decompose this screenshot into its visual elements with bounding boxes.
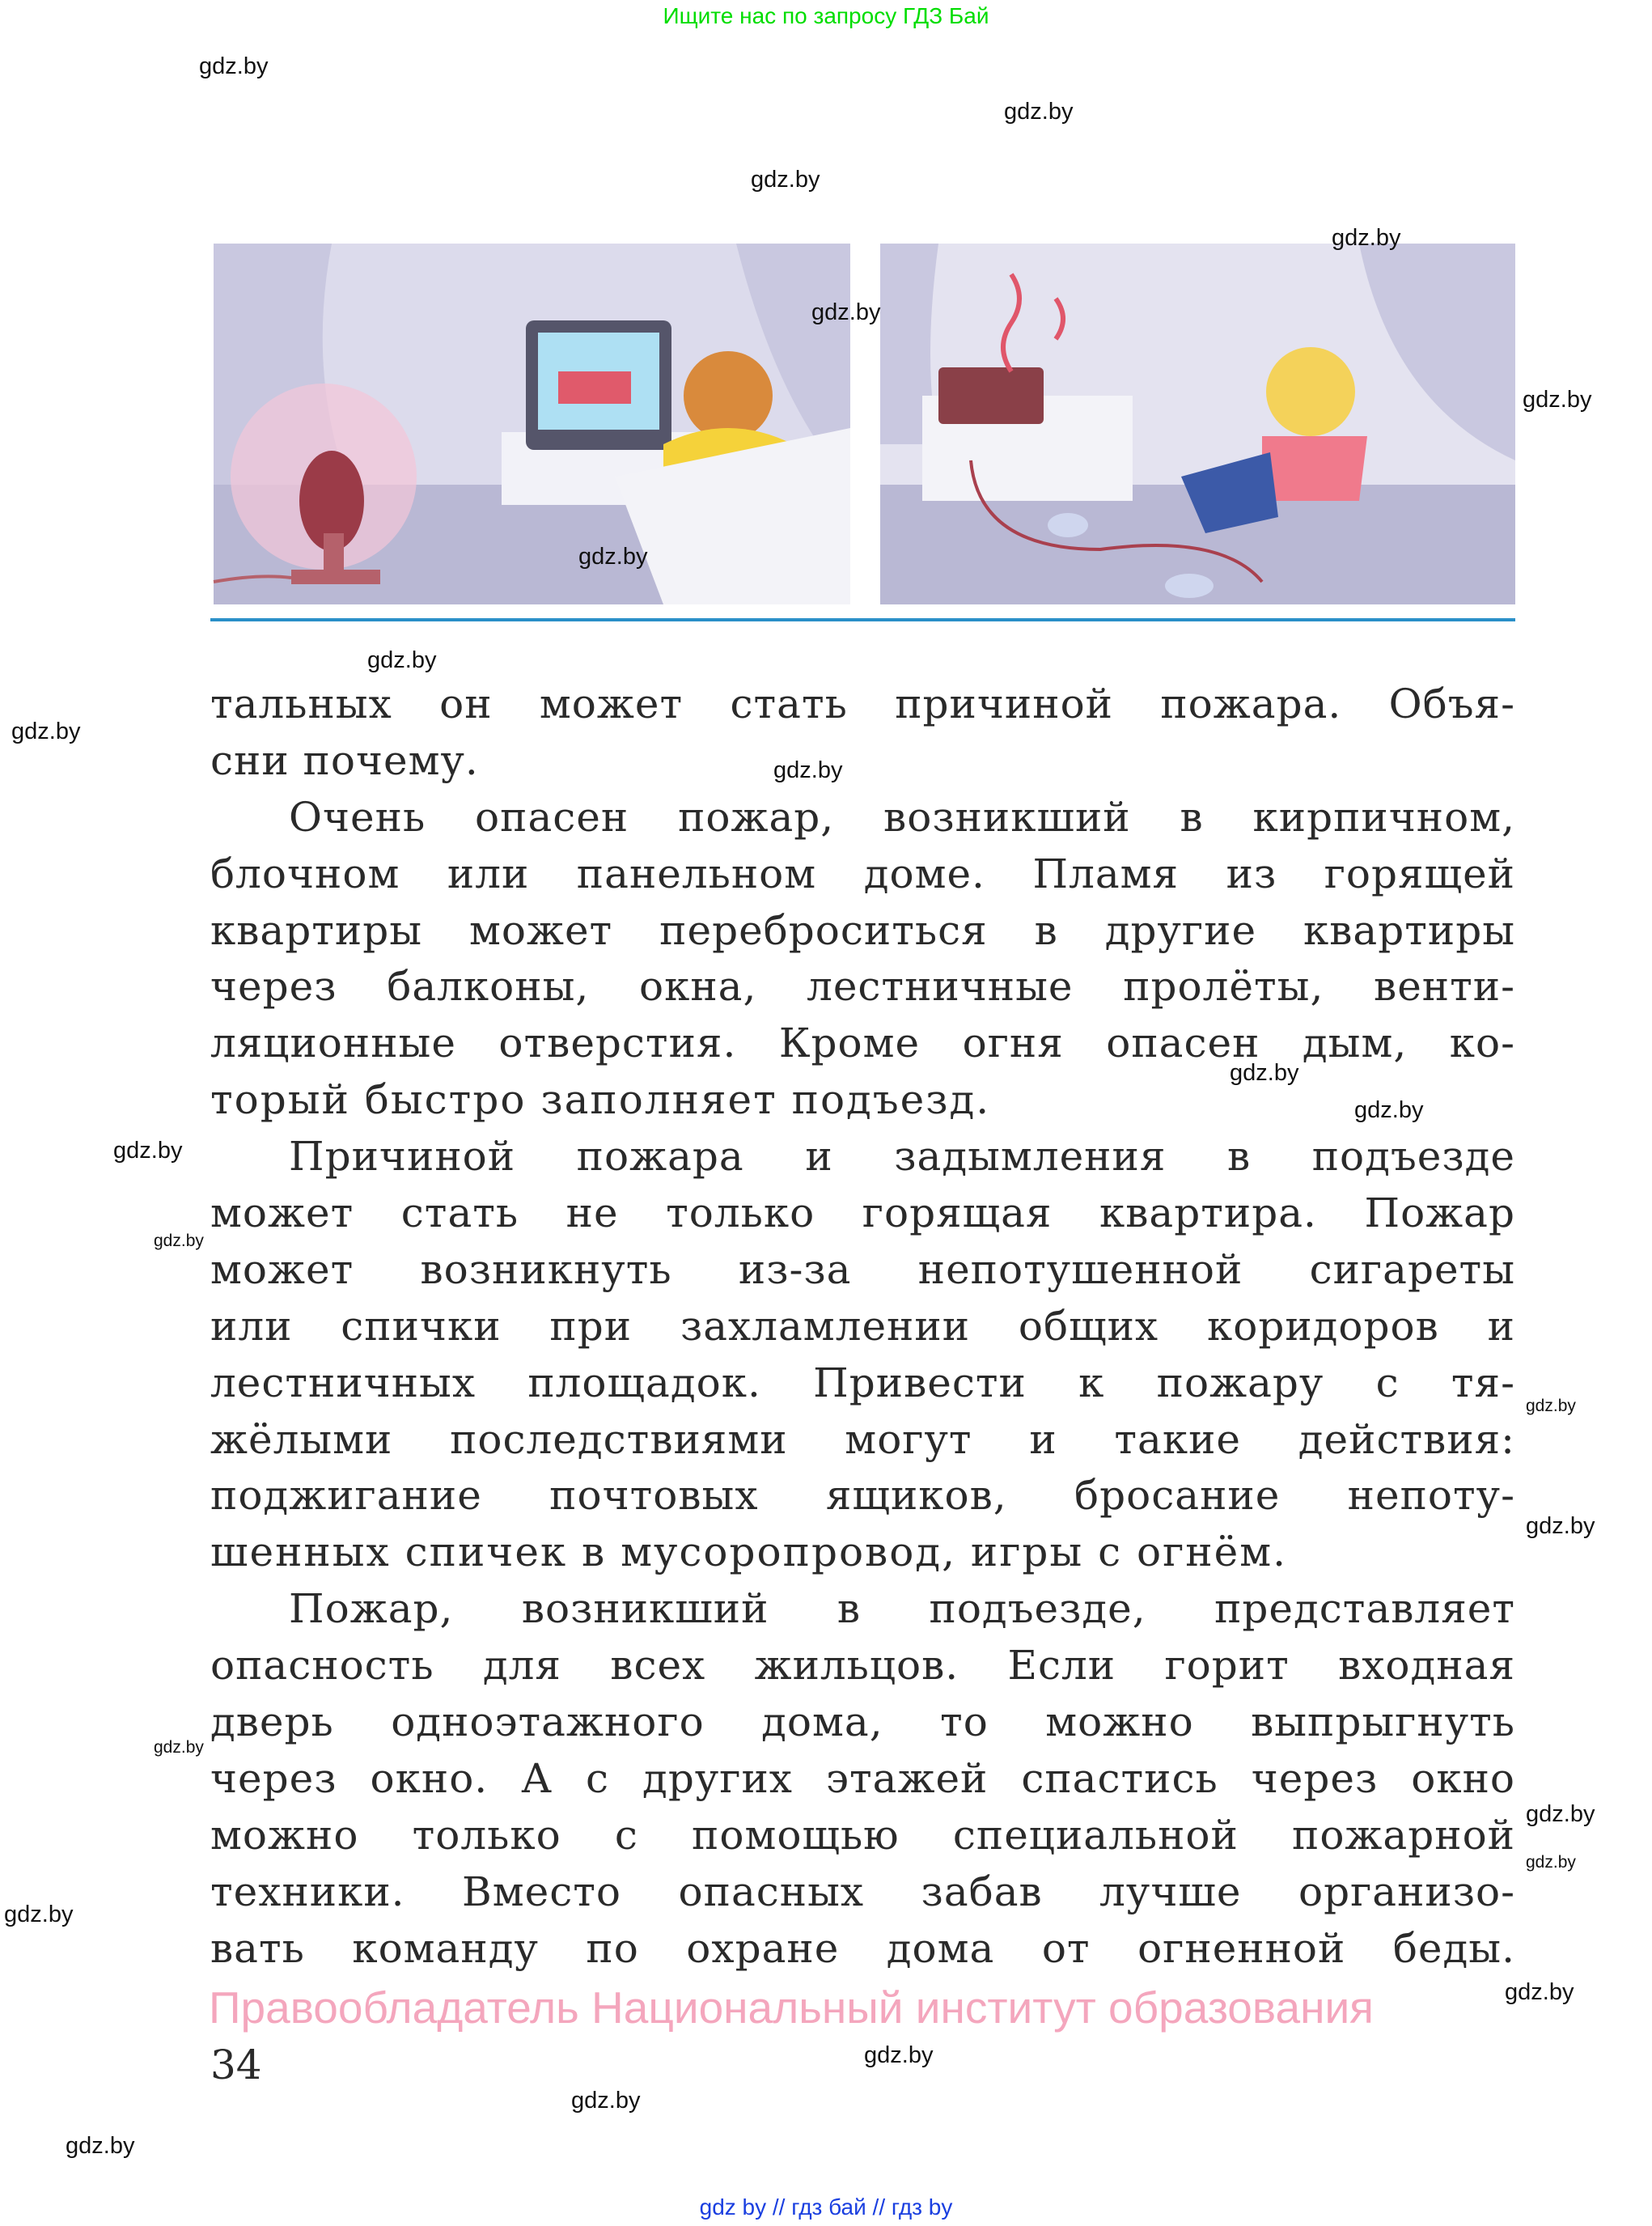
watermark: gdz.by [1526, 1513, 1595, 1539]
watermark: gdz.by [154, 1232, 204, 1250]
watermark: gdz.by [1526, 1853, 1576, 1872]
text-line: поджигание почтовых ящиков, бросание непоту- [210, 1472, 1515, 1520]
watermark: gdz.by [1004, 99, 1074, 125]
watermark: gdz.by [1230, 1060, 1299, 1086]
watermark: gdz.by [199, 53, 269, 79]
text-line: вать команду по охране дома от огненной беды. [210, 1924, 1515, 1972]
text-line: ляционные отверстия. Кроме огня опасен дым, ко- [210, 1020, 1515, 1067]
search-hint-header: Ищите нас по запросу ГДЗ Бай [663, 3, 989, 28]
text-line: шенных спичек в мусоропровод, игры с огнём. [210, 1529, 1287, 1576]
text-line: через окно. А с других этажей спастись через окно [210, 1754, 1515, 1802]
watermark: gdz.by [154, 1738, 204, 1757]
watermark: gdz.by [751, 167, 820, 193]
page-number: 34 [210, 2042, 262, 2088]
text-line: блочном или панельном доме. Пламя из горящей [210, 850, 1515, 897]
watermark: gdz.by [4, 1902, 74, 1927]
text-line: техники. Вместо опасных забав лучше организо- [210, 1868, 1515, 1915]
watermark: gdz.by [811, 299, 881, 325]
watermark: gdz.by [1354, 1097, 1424, 1123]
text-line: через балконы, окна, лестничные пролёты, венти- [210, 963, 1515, 1011]
text-line: может стать не только горящая квартира. Пожар [210, 1189, 1515, 1237]
watermark: gdz.by [773, 757, 843, 783]
text-line: Пожар, возникший в подъезде, представляет [289, 1585, 1515, 1633]
watermark: gdz.by [571, 2088, 641, 2114]
text-line: дверь одноэтажного дома, то можно выпрыгнуть [210, 1698, 1515, 1746]
watermark: gdz.by [1523, 387, 1592, 413]
body-text [210, 676, 1515, 1977]
text-line: торый быстро заполняет подъезд. [210, 1076, 991, 1124]
text-line: опасность для всех жильцов. Если горит входная [210, 1642, 1515, 1690]
text-line: может возникнуть из-за непотушенной сигареты [210, 1245, 1515, 1293]
watermark: gdz.by [1526, 1801, 1595, 1827]
watermark: gdz.by [1332, 225, 1401, 251]
watermark: gdz.by [367, 647, 437, 673]
footer-links[interactable]: gdz by // гдз бай // гдз by [699, 2194, 953, 2220]
watermark: gdz.by [113, 1138, 183, 1164]
watermark: gdz.by [66, 2133, 135, 2159]
text-line: Очень опасен пожар, возникший в кирпичном, [289, 793, 1515, 841]
illustration [210, 242, 1515, 610]
text-line: квартиры может переброситься в другие квартиры [210, 906, 1515, 954]
watermark: gdz.by [864, 2042, 934, 2068]
text-line: жёлыми последствиями могут и такие действия: [210, 1415, 1515, 1463]
copyright-watermark: Правообладатель Национальный институт образования [209, 1982, 1374, 2033]
watermark: gdz.by [11, 719, 81, 744]
text-line: сни почему. [210, 736, 479, 784]
watermark: gdz.by [578, 544, 648, 570]
watermark: gdz.by [1526, 1397, 1576, 1415]
divider-line [210, 618, 1515, 621]
text-line: можно только с помощью специальной пожарной [210, 1811, 1515, 1859]
panel-heater-fall [880, 244, 1515, 604]
text-line: тальных он может стать причиной пожара. Объя- [210, 681, 1515, 727]
panel-fan-tv [214, 244, 850, 604]
watermark: gdz.by [1505, 1979, 1574, 2005]
text-line: или спички при захламлении общих коридоров и [210, 1302, 1515, 1350]
text-line: лестничных площадок. Привести к пожару с тя- [210, 1359, 1515, 1406]
text-line: Причиной пожара и задымления в подъезде [289, 1133, 1515, 1181]
